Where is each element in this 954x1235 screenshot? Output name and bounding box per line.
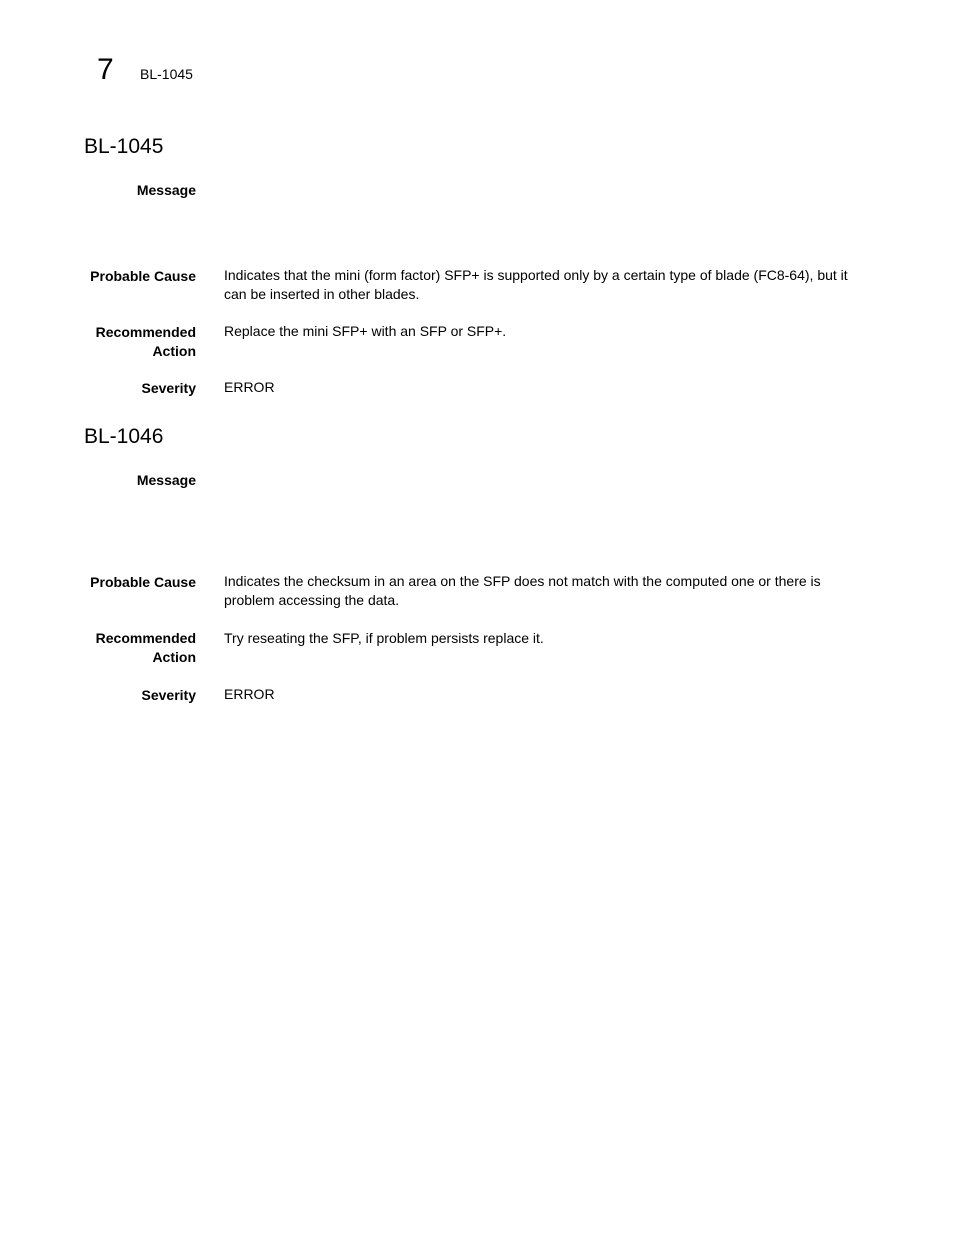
recommended-action-label-line2: Action <box>152 649 196 665</box>
recommended-action-label <box>96 629 196 667</box>
severity-value: ERROR <box>224 686 275 702</box>
probable-cause-label: Probable Cause <box>90 574 196 590</box>
probable-cause-text: Indicates the checksum in an area on the SFP does not match with the computed one or there is problem accessing the data. <box>224 573 821 608</box>
recommended-action-label-line2: Action <box>152 343 196 359</box>
recommended-action-text: Replace the mini SFP+ with an SFP or SFP+. <box>224 323 507 339</box>
message-title: BL-1046 <box>84 425 164 448</box>
chapter-number: 7 <box>97 53 114 86</box>
message-label: Message <box>136 182 196 198</box>
severity-value: ERROR <box>224 379 275 395</box>
probable-cause-text: Indicates that the mini (form factor) SFP+ is supported only by a certain type of blade (FC8-64), but it can be inserted in other blades. <box>224 267 848 302</box>
recommended-action-label-line1: Recommended <box>95 630 196 646</box>
recommended-action-label-line1: Recommended <box>95 324 196 340</box>
severity-label: Severity <box>141 687 196 703</box>
probable-cause-label: Probable Cause <box>90 268 196 284</box>
recommended-action-label <box>96 323 196 361</box>
message-label: Message <box>136 472 196 488</box>
running-header: BL-1045 <box>140 66 193 82</box>
message-title: BL-1045 <box>84 135 164 158</box>
severity-label: Severity <box>141 380 196 396</box>
recommended-action-text: Try reseating the SFP, if problem persists replace it. <box>224 630 544 646</box>
